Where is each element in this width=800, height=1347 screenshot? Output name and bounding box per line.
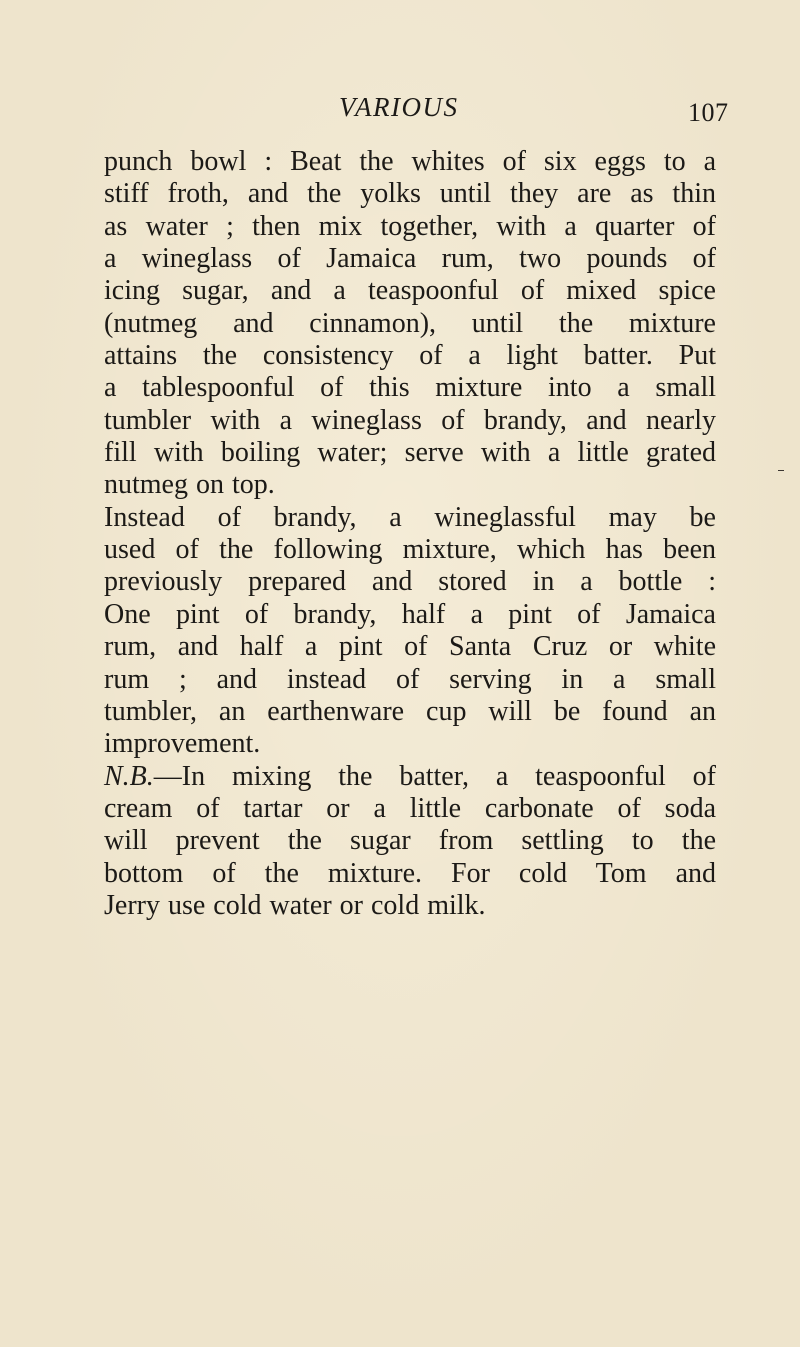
- note-line: [104, 761, 716, 793]
- text-line: icing sugar, and a teaspoonful of mixed spice: [104, 275, 716, 307]
- text-line: tumbler with a wineglass of brandy, and nearly: [104, 404, 716, 436]
- running-title: VARIOUS: [339, 92, 459, 122]
- text-line: previously prepared and stored in a bottle :: [104, 566, 716, 598]
- text-line: stiff froth, and the yolks until they are as thin: [104, 178, 716, 210]
- note-label: N.B.: [104, 760, 154, 792]
- margin-mark: [778, 470, 784, 471]
- text-line: punch bowl : Beat the whites of six eggs to a: [104, 146, 716, 177]
- text-line: bottom of the mixture. For cold Tom and: [104, 857, 716, 889]
- text-line: attains the consistency of a light batter. Put: [104, 340, 716, 372]
- body-text: [104, 146, 716, 922]
- text-line: Instead of brandy, a wineglassful may be: [104, 501, 716, 533]
- text-line: a tablespoonful of this mixture into a small: [104, 372, 716, 404]
- text-line: rum, and half a pint of Santa Cruz or white: [104, 631, 716, 663]
- text-line: nutmeg on top.: [104, 469, 275, 501]
- text-line: Jerry use cold water or cold milk.: [104, 889, 486, 921]
- text-line: rum ; and instead of serving in a small: [104, 663, 716, 695]
- page-number: 107: [688, 98, 729, 127]
- text-line: tumbler, an earthenware cup will be found an: [104, 695, 716, 727]
- note-text: —In mixing the batter, a teaspoonful of: [153, 760, 716, 792]
- text-line: will prevent the sugar from settling to the: [104, 825, 716, 857]
- text-line: as water ; then mix together, with a quarter of: [104, 210, 716, 242]
- text-line: fill with boiling water; serve with a little grated: [104, 437, 716, 469]
- text-line: improvement.: [104, 728, 261, 760]
- text-line: used of the following mixture, which has been: [104, 534, 716, 566]
- running-head: [0, 94, 800, 134]
- text-line: a wineglass of Jamaica rum, two pounds of: [104, 243, 716, 275]
- text-line: cream of tartar or a little carbonate of soda: [104, 792, 716, 824]
- text-line: (nutmeg and cinnamon), until the mixture: [104, 307, 716, 339]
- text-line: One pint of brandy, half a pint of Jamaica: [104, 598, 716, 630]
